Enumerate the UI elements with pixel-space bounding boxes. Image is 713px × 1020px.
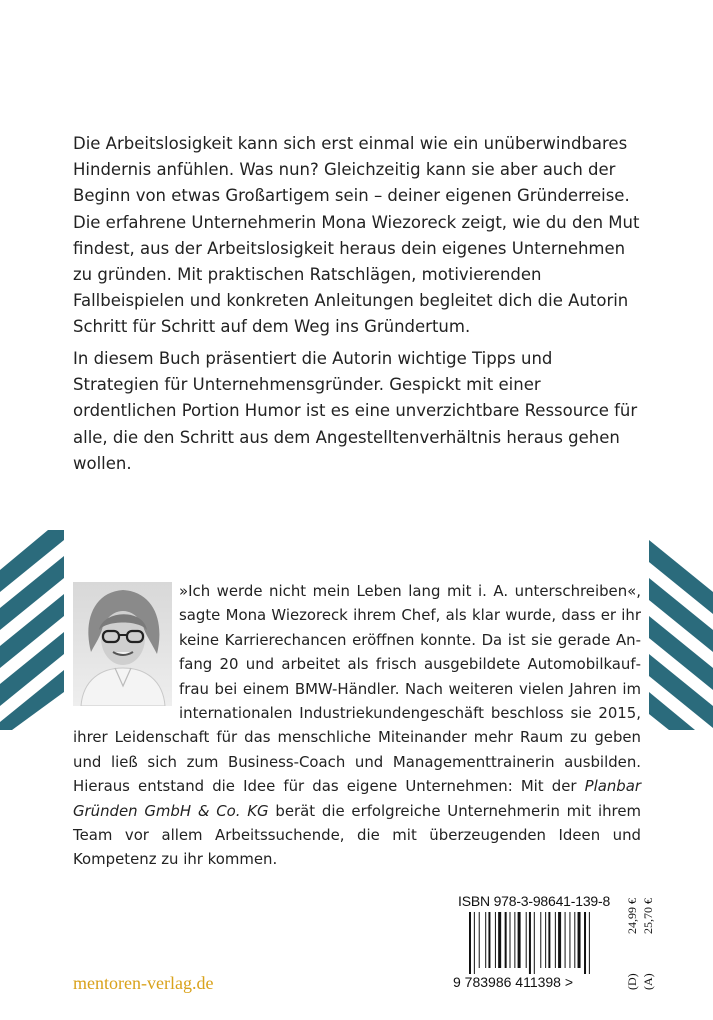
barcode <box>469 912 609 974</box>
barcode-bar <box>514 912 515 968</box>
barcode-quiet-zone-mark: > <box>564 974 574 990</box>
publisher-website[interactable]: mentoren-verlag.de <box>73 973 214 993</box>
bio-text-part-2: berät die erfolgreiche Unternehmerin mit ihrem Team vor allem Arbeitssuchende, die mit überzeugenden Ideen und Kompetenz zu ihr kommen. <box>73 801 641 869</box>
barcode-bar <box>555 912 556 968</box>
barcode-bar <box>584 912 586 974</box>
barcode-bar <box>505 912 507 968</box>
barcode-bar <box>498 912 501 968</box>
chevron-left-decoration <box>0 530 64 730</box>
barcode-number: 9 783986 411398 <box>453 974 561 990</box>
isbn-label: ISBN 978-3-98641-139-8 <box>458 893 611 909</box>
barcode-bar <box>526 912 527 968</box>
barcode-bar <box>574 912 575 968</box>
barcode-bar <box>485 912 486 968</box>
barcode-bar <box>510 912 511 968</box>
chevron-right-decoration <box>649 530 713 730</box>
barcode-bar <box>589 912 590 974</box>
blurb-paragraph-2: In diesem Buch präsentiert die Autorin wichtige Tipps und Strategien für Unternehmensgründer. Gespickt mit einer ordentlichen Portion Humor ist es eine unverzichtbare Ressource für alle, die den Schritt aus dem Angestelltenverhältnis heraus gehen wollen. <box>73 349 638 473</box>
blurb-paragraph-1: Die Arbeitslosigkeit kann sich erst einmal wie ein unüberwindbares Hindernis anfühlen. Was nun? Gleichzeitig kann sie aber auch der Beginn von etwas Großartigem sein – deiner eigenen Gründerreise. Die erfahrene Unternehmerin Mona Wiezoreck zeigt, wie du den Mut findest, aus der Arbeitslosigkeit heraus dein eigenes Unternehmen zu gründen. Mit praktischen Ratschlägen, motivierenden Fallbeispielen und konkreten Anleitungen begleitet dich die Autorin Schritt für Schritt auf dem Weg ins Gründertum. <box>73 134 640 337</box>
bio-company-name: Planbar Gründen GmbH & Co. KG <box>73 777 641 820</box>
barcode-bar <box>488 912 490 968</box>
barcode-bar <box>474 912 475 974</box>
barcode-bar <box>540 912 541 968</box>
barcode-bar <box>469 912 471 974</box>
barcode-bar <box>548 912 550 968</box>
barcode-bar <box>545 912 546 968</box>
barcode-digits <box>453 974 573 990</box>
price-germany-label: 24,99 € <box>625 898 639 934</box>
barcode-bar <box>558 912 561 968</box>
country-austria-label: (A) <box>641 973 655 990</box>
barcode-bar <box>479 912 480 968</box>
barcode-bar <box>495 912 496 968</box>
author-bio <box>73 579 641 872</box>
barcode-bar <box>569 912 570 968</box>
barcode-bar <box>518 912 521 968</box>
price-austria-label: 25,70 € <box>641 898 655 934</box>
barcode-bar <box>565 912 566 968</box>
barcode-bar <box>534 912 535 974</box>
country-germany-label: (D) <box>625 973 639 990</box>
barcode-bar <box>529 912 531 974</box>
barcode-bar <box>578 912 581 968</box>
bio-text-part-1: »Ich werde nicht mein Leben lang mit i. A. unterschreiben«, sagte Mona Wiezoreck ihrem Chef, als klar wurde, dass er ihr keine Karrierechancen eröffnen konnte. Da ist sie gerade Anfang 20 und arbeitet als frisch ausgebildete Automobilkauffrau bei einem BMW-Händler. Nach weiteren vielen Jahren im internationalen Industriekundengeschäft beschloss sie 2015, ihrer Leidenschaft für das menschliche Miteinander mehr Raum zu geben und ließ sich zum Business-Coach und Managementtrainerin ausbilden. Hieraus entstand die Idee für das eigene Unternehmen: Mit der <box>73 582 641 796</box>
